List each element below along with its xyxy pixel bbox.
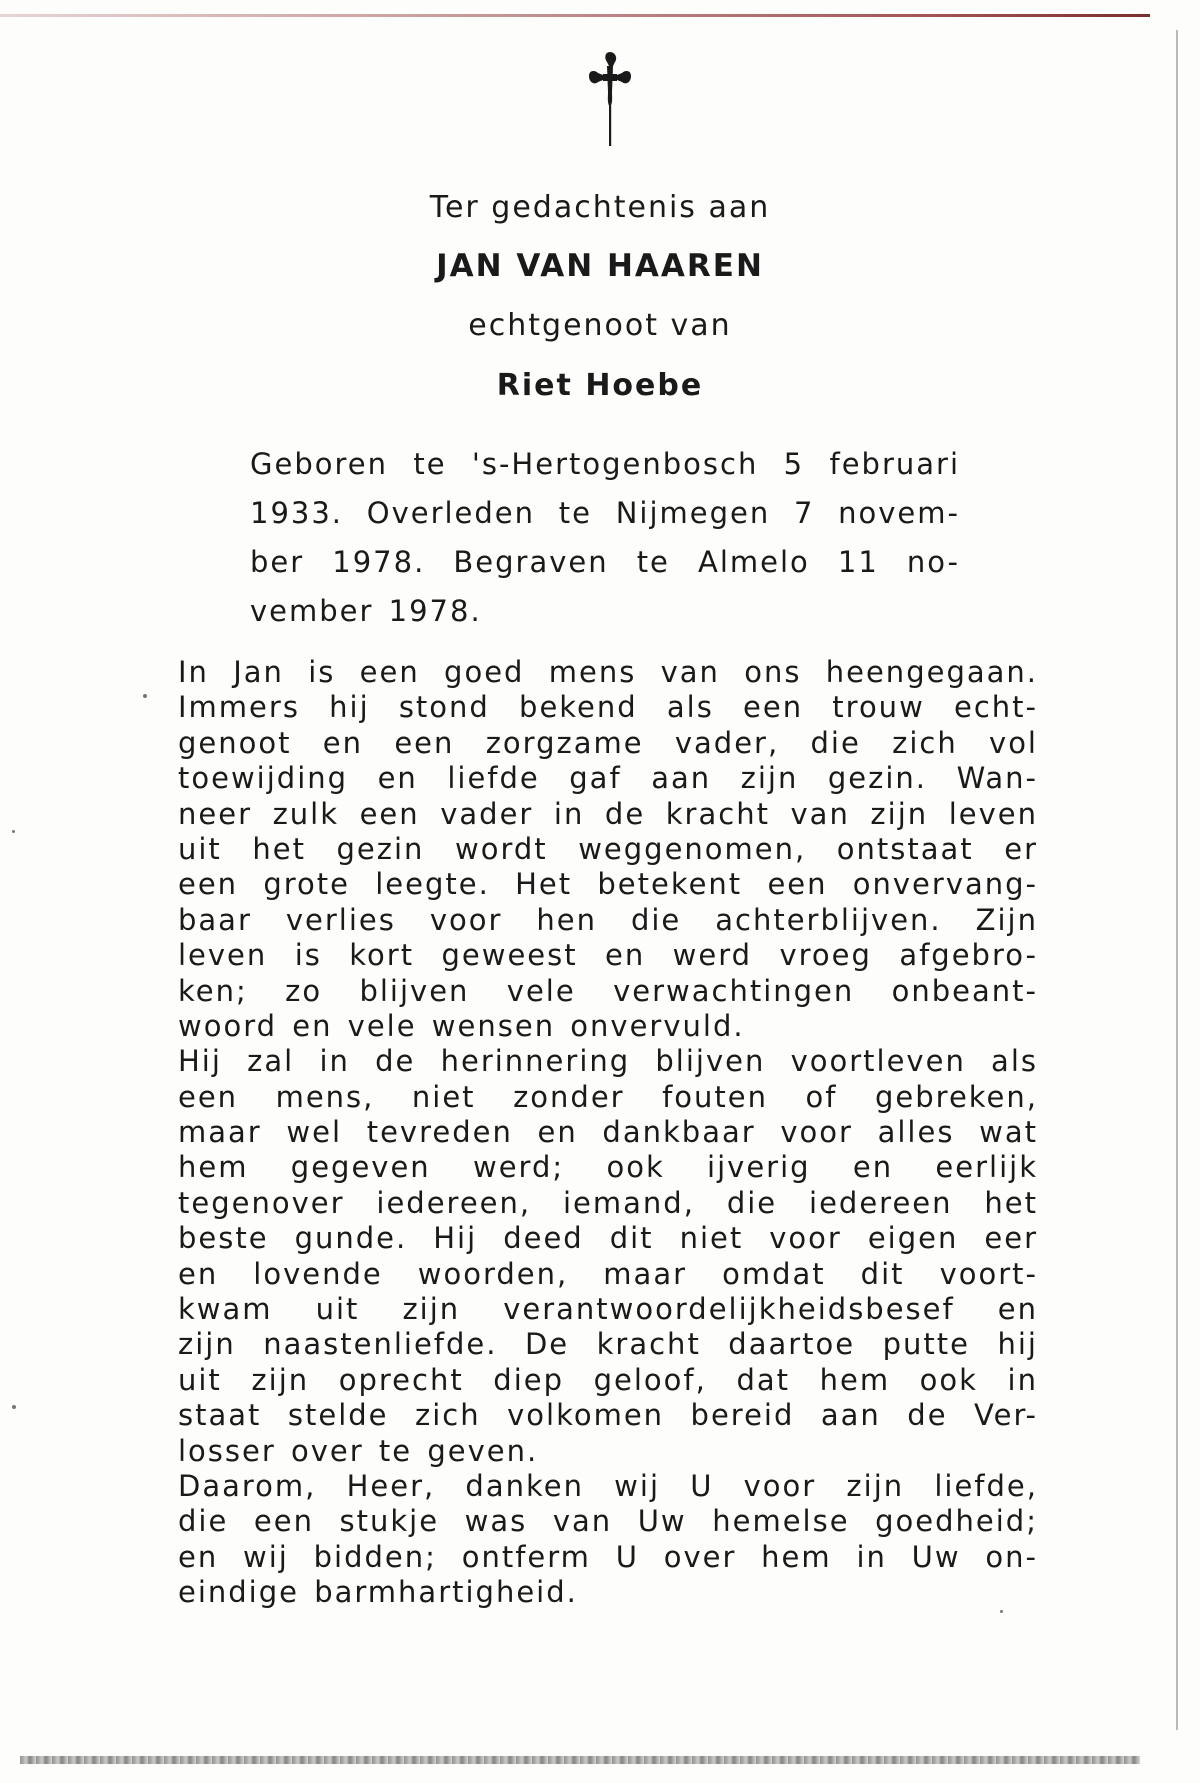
memorial-line: genoot en een zorgzame vader, die zich vol	[178, 725, 1038, 760]
memorial-line: losser over te geven.	[178, 1433, 539, 1468]
scan-bottom-edge	[20, 1756, 1140, 1764]
memorial-line: ken; zo blijven vele verwachtingen onbeant-	[178, 973, 1038, 1008]
memorial-line: hem gegeven werd; ook ijverig en eerlijk	[178, 1150, 1038, 1185]
memorial-line: Hij zal in de herinnering blijven voortleven als	[178, 1044, 1038, 1079]
memorial-line: zijn naastenliefde. De kracht daartoe putte hij	[178, 1327, 1038, 1362]
memorial-line: leven is kort geweest en werd vroeg afgebro-	[178, 938, 1038, 973]
scan-speck	[1000, 1610, 1003, 1613]
deceased-name: JAN VAN HAAREN	[436, 248, 764, 284]
spouse-name: Riet Hoebe	[496, 368, 704, 403]
biography-line: vember 1978.	[250, 594, 482, 628]
cross-icon	[585, 50, 635, 150]
scan-speck	[143, 694, 147, 698]
spouse-relation: echtgenoot van	[468, 308, 732, 343]
memorial-line: In Jan is een goed mens van ons heengegaan.	[178, 655, 1038, 689]
memorial-line: die een stukje was van Uw hemelse goedheid;	[178, 1504, 1038, 1539]
memorial-line: beste gunde. Hij deed dit niet voor eigen eer	[178, 1221, 1038, 1256]
memorial-line: Daarom, Heer, danken wij U voor zijn liefde,	[178, 1468, 1038, 1503]
memorial-line: uit het gezin wordt weggenomen, ontstaat er	[178, 831, 1038, 866]
biography-line: Geboren te 's-Hertogenbosch 5 februari	[250, 447, 960, 481]
memorial-line: en wij bidden; ontferm U over hem in Uw on-	[178, 1539, 1038, 1574]
memorial-line: een grote leegte. Het betekent een onvervang-	[178, 867, 1038, 902]
scan-speck	[12, 830, 15, 833]
memorial-line: een mens, niet zonder fouten of gebreken,	[178, 1079, 1038, 1114]
card-top-edge	[0, 14, 1150, 17]
memorial-line: Immers hij stond bekend als een trouw echt-	[178, 690, 1038, 725]
memorial-text	[178, 655, 1038, 1611]
card-right-edge	[1176, 30, 1178, 1730]
intro-text: Ter gedachtenis aan	[429, 190, 771, 225]
memorial-line: maar wel tevreden en dankbaar voor alles wat	[178, 1115, 1038, 1150]
scan-speck	[12, 1405, 16, 1409]
memorial-line: baar verlies voor hen die achterblijven. Zijn	[178, 902, 1038, 937]
memorial-line: woord en vele wensen onvervuld.	[178, 1008, 745, 1043]
biography	[250, 440, 960, 636]
memorial-line: tegenover iedereen, iemand, die iedereen het	[178, 1185, 1038, 1220]
memorial-line: en lovende woorden, maar omdat dit voort-	[178, 1256, 1038, 1291]
memorial-line: toewijding en liefde gaf aan zijn gezin. Wan-	[178, 761, 1038, 796]
biography-line: ber 1978. Begraven te Almelo 11 no-	[250, 545, 960, 579]
biography-line: 1933. Overleden te Nijmegen 7 novem-	[250, 496, 960, 530]
memorial-line: eindige barmhartigheid.	[178, 1575, 578, 1610]
memorial-line: neer zulk een vader in de kracht van zijn leven	[178, 796, 1038, 831]
memorial-line: kwam uit zijn verantwoordelijkheidsbesef en	[178, 1292, 1038, 1327]
memorial-line: staat stelde zich volkomen bereid aan de Ver-	[178, 1398, 1038, 1433]
memorial-line: uit zijn oprecht diep geloof, dat hem ook in	[178, 1362, 1038, 1397]
